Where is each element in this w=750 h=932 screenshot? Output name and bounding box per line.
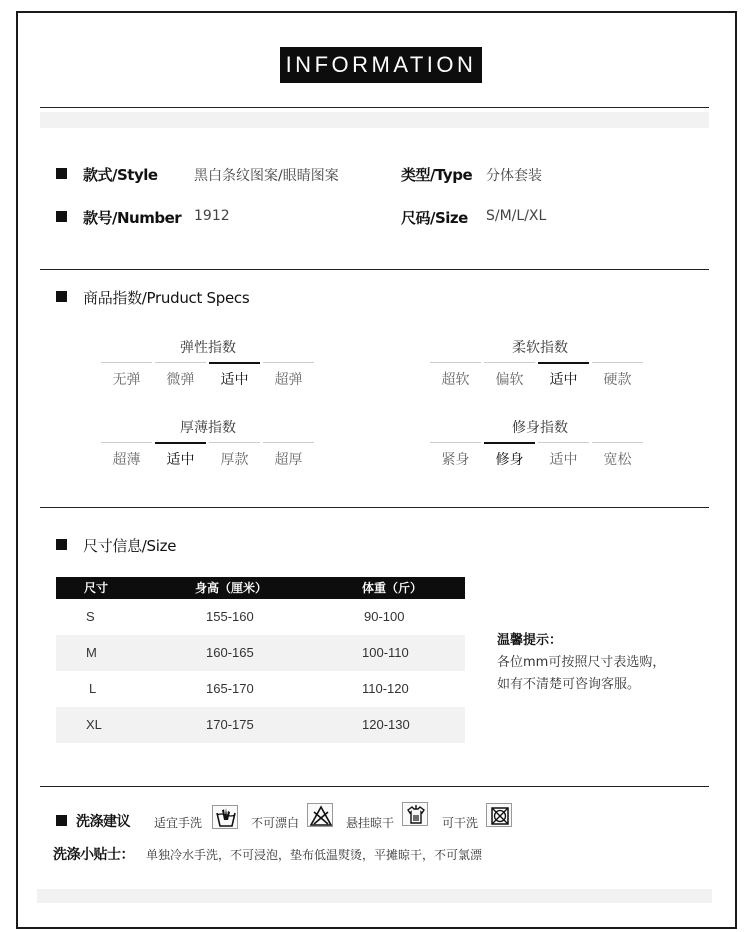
care-label: 洗涤建议 — [76, 814, 130, 830]
table-row — [56, 707, 465, 743]
scale-option: 紧身 — [430, 442, 481, 468]
size-table — [56, 577, 465, 743]
divider-care — [40, 786, 709, 787]
table-cell: 120-130 — [362, 717, 410, 732]
size-label: 尺码/Size — [401, 209, 468, 227]
scale-option: 超厚 — [263, 442, 314, 468]
divider-top — [40, 107, 709, 108]
column-header: 体重（斤） — [362, 581, 423, 595]
hang-dry-icon — [402, 802, 428, 826]
hand-wash-icon — [212, 805, 238, 829]
table-cell: L — [89, 681, 97, 696]
bullet-square — [56, 168, 67, 179]
scale-option: 厚款 — [209, 442, 260, 468]
table-cell: XL — [86, 717, 102, 732]
size-value: S/M/L/XL — [486, 208, 547, 224]
number-value: 1912 — [194, 208, 230, 224]
divider-specs — [40, 269, 709, 270]
scale-option: 超弹 — [263, 362, 314, 388]
scale-option: 超薄 — [101, 442, 152, 468]
fit-title: 修身指数 — [512, 420, 568, 436]
bullet-square — [56, 539, 67, 550]
table-header — [56, 577, 465, 599]
table-row — [56, 671, 465, 707]
style-label: 款式/Style — [83, 166, 158, 184]
type-label: 类型/Type — [401, 166, 473, 184]
page-title: INFORMATION — [280, 47, 482, 83]
table-cell: 110-120 — [362, 681, 409, 696]
table-cell: 170-175 — [206, 717, 254, 732]
elasticity-title: 弹性指数 — [180, 340, 236, 356]
scale-option-selected: 适中 — [155, 442, 206, 468]
scale-option: 微弹 — [155, 362, 206, 388]
bullet-square — [56, 291, 67, 302]
scale-option-selected: 适中 — [209, 362, 260, 388]
page-frame — [16, 11, 737, 929]
table-cell: 165-170 — [206, 681, 254, 696]
scale-option: 适中 — [538, 442, 589, 468]
no-bleach-icon — [307, 803, 333, 827]
style-value: 黑白条纹图案/眼睛图案 — [194, 168, 339, 184]
thickness-title: 厚薄指数 — [180, 420, 236, 436]
scale-option: 超软 — [430, 362, 481, 388]
tip-line-1: 各位mm可按照尺寸表选购， — [497, 655, 666, 670]
number-label: 款号/Number — [83, 209, 182, 227]
tip-line-2: 如有不清楚可咨询客服。 — [497, 677, 641, 692]
softness-title: 柔软指数 — [512, 340, 568, 356]
no-bleach-label: 不可漂白 — [251, 816, 300, 830]
table-cell: M — [86, 645, 97, 660]
care-tips-label: 洗涤小贴士： — [53, 847, 134, 863]
bullet-square — [56, 211, 67, 222]
dry-clean-label: 可干洗 — [442, 816, 479, 830]
table-cell: 100-110 — [362, 645, 409, 660]
scale-option: 宽松 — [592, 442, 643, 468]
table-cell: 160-165 — [206, 645, 254, 660]
column-header: 身高（厘米） — [195, 581, 268, 595]
scale-option: 硬款 — [592, 362, 643, 388]
table-cell: 155-160 — [206, 609, 254, 624]
care-tips-text: 单独冷水手洗，不可浸泡，垫布低温熨烫，平摊晾干，不可氯漂 — [146, 848, 483, 862]
hand-wash-label: 适宜手洗 — [154, 816, 203, 830]
table-row — [56, 635, 465, 671]
dry-clean-icon — [486, 803, 512, 827]
column-header: 尺寸 — [84, 581, 109, 595]
hang-dry-label: 悬挂晾干 — [346, 816, 395, 830]
table-row — [56, 599, 465, 635]
table-cell: S — [86, 609, 95, 624]
gray-band-bottom — [37, 889, 712, 903]
specs-heading: 商品指数/Pruduct Specs — [83, 289, 250, 307]
scale-option-selected: 修身 — [484, 442, 535, 468]
tip-title: 温馨提示： — [497, 633, 563, 648]
scale-option: 无弹 — [101, 362, 152, 388]
bullet-square — [56, 815, 67, 826]
scale-option: 偏软 — [484, 362, 535, 388]
table-cell: 90-100 — [364, 609, 405, 624]
type-value: 分体套装 — [486, 168, 542, 184]
size-heading: 尺寸信息/Size — [83, 537, 177, 555]
gray-band-top — [40, 112, 709, 128]
divider-size — [40, 507, 709, 508]
scale-option-selected: 适中 — [538, 362, 589, 388]
